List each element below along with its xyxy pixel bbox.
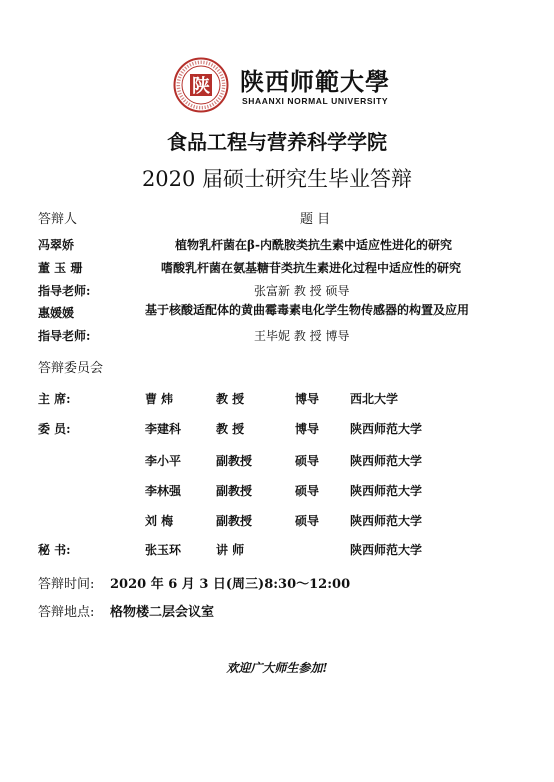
committee-member-title: 副教授 xyxy=(216,484,253,498)
committee-member-name: 李林强 xyxy=(145,484,182,498)
defense-place-label: 答辩地点: xyxy=(38,605,95,620)
student-name: 冯翠娇 xyxy=(38,238,75,252)
committee-member-name: 张玉环 xyxy=(145,543,182,557)
welcome-note: 欢迎广大师生参加! xyxy=(226,661,328,675)
committee-member-level: 硕导 xyxy=(295,514,320,528)
student-column-header: 答辩人 xyxy=(38,212,78,227)
student-name: 董 玉 珊 xyxy=(38,261,83,275)
committee-role: 委 员: xyxy=(38,422,71,436)
thesis-topic: 植物乳杆菌在β-内酰胺类抗生素中适应性进化的研究 xyxy=(175,238,452,252)
student-name: 惠媛媛 xyxy=(38,306,75,320)
supervisor-label: 指导老师: xyxy=(38,284,91,298)
committee-member-title: 教 授 xyxy=(216,422,245,436)
committee-member-level: 硕导 xyxy=(295,454,320,468)
committee-member-name: 李小平 xyxy=(145,454,182,468)
committee-member-title: 副教授 xyxy=(216,454,253,468)
seal-character: 陕 xyxy=(192,76,210,97)
supervisor-info: 王毕妮 教 授 博导 xyxy=(254,329,350,343)
committee-member-title: 讲 师 xyxy=(216,543,245,557)
thesis-topic: 基于核酸适配体的黄曲霉毒素电化学生物传感器的构置及应用 xyxy=(145,303,470,317)
committee-member-unit: 陕西师范大学 xyxy=(350,422,423,436)
defense-time-value: 2020 年 6 月 3 日(周三)8:30～12:00 xyxy=(110,577,351,592)
committee-member-level: 博导 xyxy=(295,392,320,406)
committee-member-level: 硕导 xyxy=(295,484,320,498)
supervisor-label: 指导老师: xyxy=(38,329,91,343)
committee-role: 秘 书: xyxy=(38,543,71,557)
committee-member-name: 李建科 xyxy=(145,422,182,436)
supervisor-info: 张富新 教 授 硕导 xyxy=(254,284,350,298)
committee-member-name: 刘 梅 xyxy=(145,514,174,528)
committee-member-title: 教 授 xyxy=(216,392,245,406)
committee-member-title: 副教授 xyxy=(216,514,253,528)
defense-time-label: 答辩时间: xyxy=(38,577,95,592)
college-title: 食品工程与营养科学学院 xyxy=(167,130,387,154)
committee-member-name: 曹 炜 xyxy=(145,392,174,406)
university-seal-logo xyxy=(173,57,229,113)
committee-member-unit: 陕西师范大学 xyxy=(350,514,423,528)
committee-member-unit: 西北大学 xyxy=(350,392,399,406)
committee-member-unit: 陕西师范大学 xyxy=(350,484,423,498)
committee-member-unit: 陕西师范大学 xyxy=(350,454,423,468)
committee-role: 主 席: xyxy=(38,392,71,406)
committee-member-level: 博导 xyxy=(295,422,320,436)
thesis-topic: 嗜酸乳杆菌在氨基糖苷类抗生素进化过程中适应性的研究 xyxy=(161,261,462,275)
university-name-cn: 陕西师範大學 xyxy=(240,67,390,96)
university-name-en: SHAANXI NORMAL UNIVERSITY xyxy=(242,96,389,106)
committee-member-unit: 陕西师范大学 xyxy=(350,543,423,557)
event-title: 2020 届硕士研究生毕业答辩 xyxy=(141,167,413,191)
topic-column-header: 题 目 xyxy=(300,212,331,227)
committee-heading: 答辩委员会 xyxy=(38,361,104,376)
defense-place-value: 格物楼二层会议室 xyxy=(110,605,215,620)
